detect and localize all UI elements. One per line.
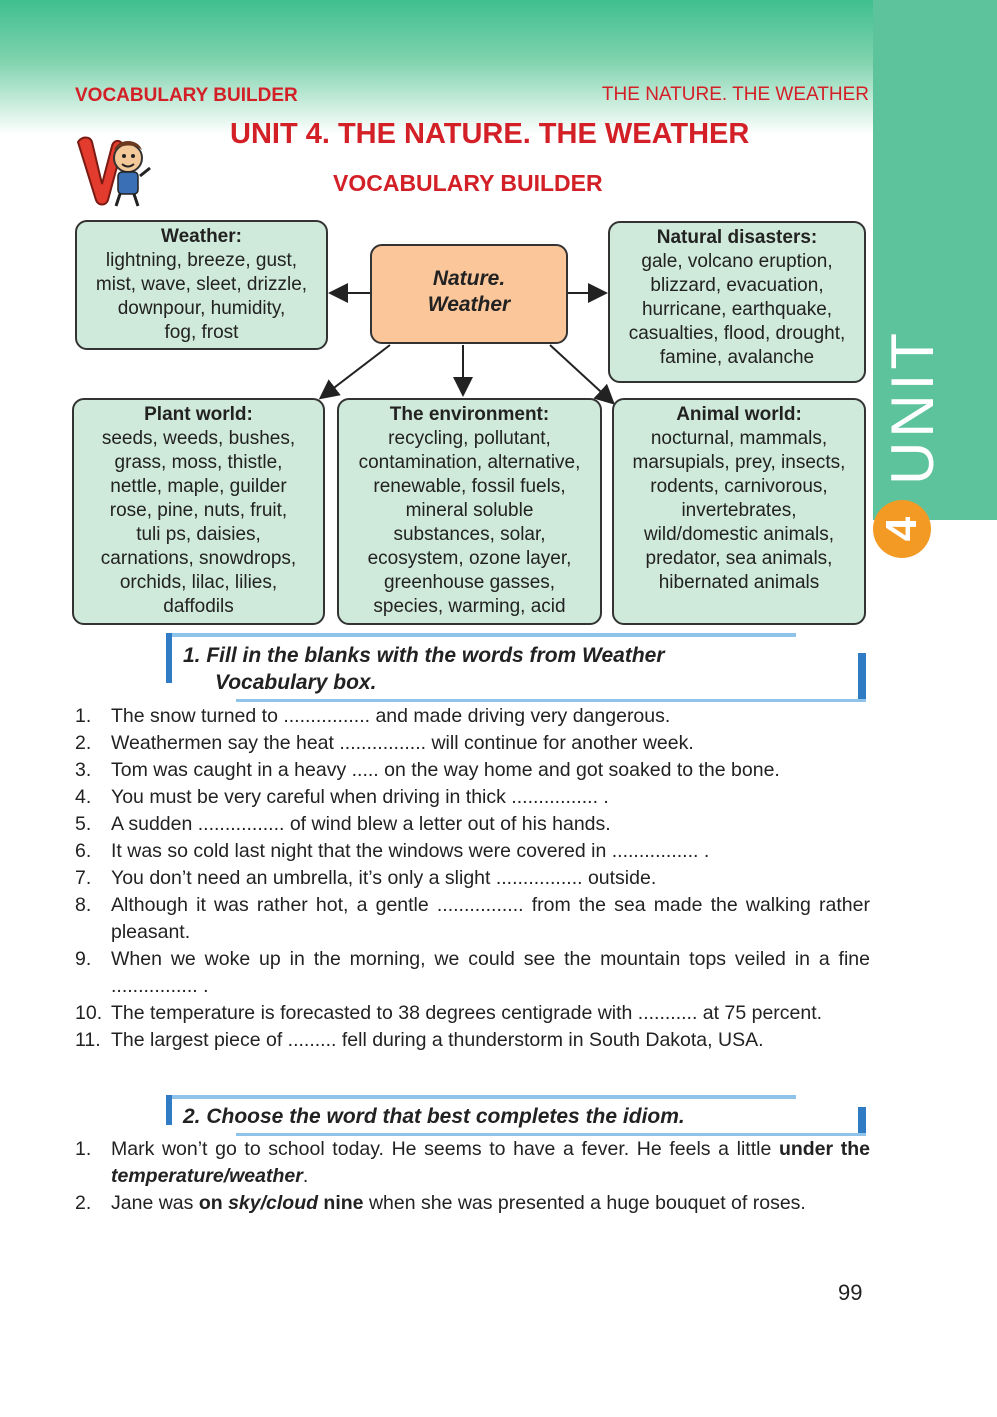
- list-item: [75, 811, 870, 838]
- banner-left-edge: [166, 1095, 172, 1125]
- environment-line: renewable, fossil fuels,: [373, 476, 566, 497]
- animals-line: rodents, carnivorous,: [650, 476, 828, 497]
- center-line-1: Nature.: [432, 267, 506, 290]
- item-number: 4.: [75, 786, 92, 808]
- item-text: You must be very careful when driving in thick ................ .: [111, 786, 609, 808]
- page-number: 99: [838, 1280, 863, 1305]
- animals-box: [612, 398, 866, 625]
- disasters-line: blizzard, evacuation,: [650, 275, 824, 296]
- exercise2-title: 2. Choose the word that best completes the idiom.: [183, 1105, 685, 1128]
- item-text: You don’t need an umbrella, it’s only a slight ................ outside.: [111, 867, 657, 889]
- plants-line: nettle, maple, guilder: [110, 476, 287, 497]
- center-line-2: Weather: [427, 293, 511, 316]
- weather-line: fog, frost: [164, 322, 239, 343]
- animals-heading: Animal world:: [676, 404, 802, 425]
- environment-box: [337, 398, 602, 625]
- disasters-heading: Natural disasters:: [656, 227, 818, 248]
- item-number: 2.: [75, 732, 92, 754]
- animals-line: invertebrates,: [681, 500, 797, 521]
- list-item: [75, 1136, 870, 1190]
- unit-tab-label: UNIT: [879, 329, 946, 485]
- animals-line: marsupials, prey, insects,: [632, 452, 846, 473]
- item-number: 1.: [75, 1138, 92, 1160]
- environment-line: ecosystem, ozone layer,: [367, 548, 572, 569]
- exercise1-list: [75, 703, 870, 1054]
- disasters-line: casualties, flood, drought,: [628, 323, 846, 344]
- environment-line: substances, solar,: [393, 524, 546, 545]
- banner-left-edge: [166, 633, 172, 683]
- list-item: [75, 784, 870, 811]
- unit-number-badge: 4: [873, 500, 931, 558]
- disasters-line: hurricane, earthquake,: [641, 299, 833, 320]
- item-number: 9.: [75, 948, 92, 970]
- running-header-left: VOCABULARY BUILDER: [75, 85, 298, 106]
- item-text: Tom was caught in a heavy ..... on the way home and got soaked to the bone.: [111, 759, 780, 781]
- animals-line: predator, sea animals,: [645, 548, 833, 569]
- item-text: .: [302, 1165, 309, 1187]
- idiom-text: under the: [778, 1138, 870, 1160]
- plants-heading: Plant world:: [144, 404, 253, 425]
- weather-heading: Weather:: [161, 226, 242, 247]
- item-number: 2.: [75, 1192, 92, 1214]
- item-text: The snow turned to ................ and made driving very dangerous.: [111, 705, 671, 727]
- item-text: Although it was rather hot, a gentle ................ from the sea made the walking rather pleasant.: [111, 894, 870, 943]
- idiom-choice: sky/cloud: [228, 1192, 319, 1214]
- diagram-center-node: [370, 244, 568, 344]
- plants-line: carnations, snowdrops,: [100, 548, 297, 569]
- item-text: The temperature is forecasted to 38 degrees centigrade with ........... at 75 percent.: [111, 1002, 823, 1024]
- list-item: [75, 865, 870, 892]
- list-item: [75, 730, 870, 757]
- exercise2-banner: [166, 1095, 867, 1137]
- item-number: 8.: [75, 894, 92, 916]
- item-number: 11.: [75, 1029, 101, 1051]
- item-text: Weathermen say the heat ................ will continue for another week.: [111, 732, 694, 754]
- item-number: 3.: [75, 759, 92, 781]
- list-item: [75, 1000, 870, 1027]
- exercise1-title-line1: 1. Fill in the blanks with the words from Weather: [183, 644, 665, 667]
- item-number: 5.: [75, 813, 92, 835]
- idiom-choice: temperature/weather: [111, 1165, 303, 1187]
- disasters-line: gale, volcano eruption,: [641, 251, 833, 272]
- environment-line: recycling, pollutant,: [388, 428, 551, 449]
- list-item: [75, 1027, 870, 1054]
- item-text: When we woke up in the morning, we could see the mountain tops veiled in a fine ................ .: [111, 948, 870, 997]
- banner-top-stripe: [166, 1095, 796, 1099]
- list-item: [75, 892, 870, 946]
- page-subtitle: VOCABULARY BUILDER: [333, 170, 603, 196]
- banner-right-edge: [858, 653, 866, 701]
- list-item: [75, 757, 870, 784]
- exercise2-list: [75, 1136, 870, 1217]
- weather-line: mist, wave, sleet, drizzle,: [95, 274, 308, 295]
- running-header-right: THE NATURE. THE WEATHER: [601, 84, 869, 105]
- environment-line: greenhouse gasses,: [383, 572, 556, 593]
- list-item: [75, 703, 870, 730]
- idiom-text: nine: [318, 1192, 364, 1214]
- plants-line: rose, pine, nuts, fruit,: [109, 500, 288, 521]
- animals-line: hibernated animals: [658, 572, 820, 593]
- item-text: It was so cold last night that the windows were covered in ................ .: [111, 840, 710, 862]
- plants-line: seeds, weeds, bushes,: [101, 428, 296, 449]
- item-number: 1.: [75, 705, 92, 727]
- weather-line: downpour, humidity,: [117, 298, 286, 319]
- item-text: Mark won’t go to school today. He seems to have a fever. He feels a little: [111, 1138, 779, 1160]
- item-number: 6.: [75, 840, 92, 862]
- animals-line: wild/domestic animals,: [643, 524, 835, 545]
- animals-line: nocturnal, mammals,: [650, 428, 828, 449]
- plants-line: daffodils: [163, 596, 234, 617]
- plants-line: tuli ps, daisies,: [136, 524, 261, 545]
- item-text: A sudden ................ of wind blew a letter out of his hands.: [111, 813, 611, 835]
- environment-heading: The environment:: [389, 404, 550, 425]
- weather-box: [75, 220, 328, 350]
- banner-right-edge: [858, 1107, 866, 1135]
- weather-line: lightning, breeze, gust,: [105, 250, 298, 271]
- environment-line: contamination, alternative,: [358, 452, 581, 473]
- banner-bottom-stripe: [236, 699, 866, 702]
- exercise1-title-line2: Vocabulary box.: [215, 671, 377, 694]
- exercise1-banner: [166, 633, 867, 701]
- banner-top-stripe: [166, 633, 796, 637]
- item-text: when she was presented a huge bouquet of roses.: [363, 1192, 806, 1214]
- plants-box: [72, 398, 325, 625]
- plants-line: grass, moss, thistle,: [114, 452, 283, 473]
- item-number: 10.: [75, 1002, 103, 1024]
- disasters-line: famine, avalanche: [659, 347, 815, 368]
- page-title: UNIT 4. THE NATURE. THE WEATHER: [230, 118, 750, 150]
- list-item: [75, 946, 870, 1000]
- list-item: [75, 838, 870, 865]
- list-item: [75, 1190, 870, 1217]
- environment-line: mineral soluble: [405, 500, 534, 521]
- idiom-text: on: [198, 1192, 229, 1214]
- environment-line: species, warming, acid: [373, 596, 566, 617]
- plants-line: orchids, lilac, lilies,: [119, 572, 278, 593]
- disasters-box: [608, 221, 866, 383]
- item-number: 7.: [75, 867, 92, 889]
- item-text: Jane was: [111, 1192, 199, 1214]
- item-text: The largest piece of ......... fell during a thunderstorm in South Dakota, USA.: [111, 1029, 764, 1051]
